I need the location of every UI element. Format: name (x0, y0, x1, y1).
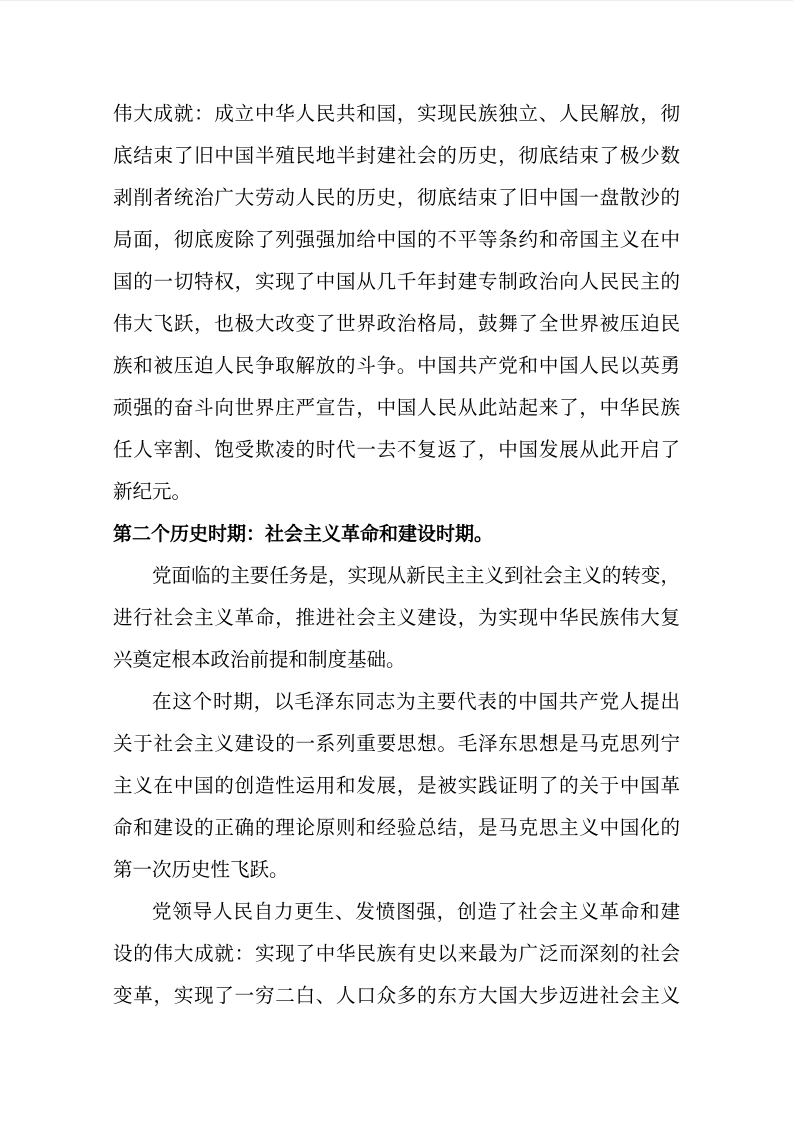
text-line: 在这个时期，以毛泽东同志为主要代表的中国共产党人提出 (152, 692, 680, 713)
text-line: 剥削者统治广大劳动人民的历史，彻底结束了旧中国一盘散沙的 (113, 188, 680, 209)
paragraph-mao-zedong-thought (113, 682, 680, 892)
paragraph-continued-from-previous-page (113, 94, 680, 514)
text-line: 任人宰割、饱受欺凌的时代一去不复返了，中国发展从此开启了 (113, 440, 680, 461)
paragraph-main-tasks (113, 556, 680, 682)
text-line: 党领导人民自力更生、发愤图强，创造了社会主义革命和建 (152, 902, 680, 923)
text-line: 伟大成就：成立中华人民共和国，实现民族独立、人民解放，彻 (113, 104, 680, 125)
text-line: 伟大飞跃，也极大改变了世界政治格局，鼓舞了全世界被压迫民 (113, 314, 680, 335)
paragraph-socialist-achievements (113, 892, 680, 1018)
text-line: 关于社会主义建设的一系列重要思想。毛泽东思想是马克思列宁 (113, 734, 680, 755)
text-line: 进行社会主义革命，推进社会主义建设，为实现中华民族伟大复 (113, 608, 680, 629)
text-line: 国的一切特权，实现了中国从几千年封建专制政治向人民民主的 (113, 272, 680, 293)
text-line: 主义在中国的创造性运用和发展，是被实践证明了的关于中国革 (113, 776, 680, 797)
text-line: 第一次历史性飞跃。 (113, 860, 289, 881)
text-line: 族和被压迫人民争取解放的斗争。中国共产党和中国人民以英勇 (113, 356, 680, 377)
text-line: 党面临的主要任务是，实现从新民主主义到社会主义的转变， (152, 566, 680, 587)
text-line: 设的伟大成就：实现了中华民族有史以来最为广泛而深刻的社会 (113, 944, 680, 965)
text-line: 兴奠定根本政治前提和制度基础。 (113, 650, 406, 671)
text-line: 顽强的奋斗向世界庄严宣告，中国人民从此站起来了，中华民族 (113, 398, 680, 419)
text-line: 变革，实现了一穷二白、人口众多的东方大国大步迈进社会主义 (113, 986, 680, 1007)
section-heading-second-historical-period: 第二个历史时期：社会主义革命和建设时期。 (113, 524, 494, 545)
text-line: 局面，彻底废除了列强强加给中国的不平等条约和帝国主义在中 (113, 230, 680, 251)
text-line: 底结束了旧中国半殖民地半封建社会的历史，彻底结束了极少数 (113, 146, 680, 167)
text-line: 命和建设的正确的理论原则和经验总结，是马克思主义中国化的 (113, 818, 680, 839)
text-line: 新纪元。 (113, 482, 192, 503)
